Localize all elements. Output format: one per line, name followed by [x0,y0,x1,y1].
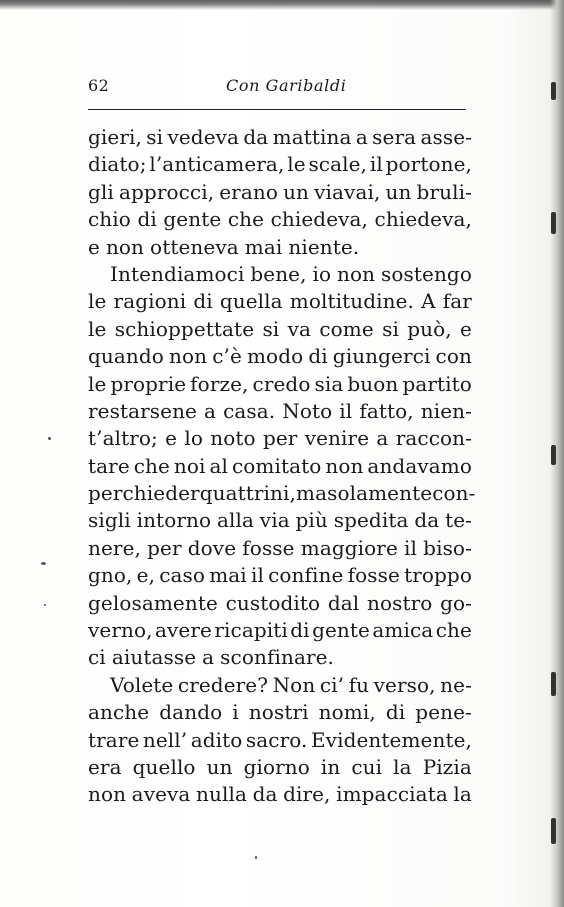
word: al [209,453,228,478]
word: io [312,261,332,286]
word: di [290,618,310,643]
word: il [250,563,264,588]
word: più [295,508,328,533]
word: forze, [190,371,249,396]
scan-speck [44,604,46,606]
word: Noto [282,398,333,423]
word: Intendiamoci [110,261,245,286]
text-line [88,206,472,233]
text-line [88,124,472,151]
word: A [421,289,436,314]
scan-edge-mark [551,445,556,465]
word: mai [244,234,283,259]
scan-edge-mark [551,82,556,100]
word: otteneva [150,234,239,259]
word: di [137,207,157,232]
word: nulla [196,782,247,807]
word: dando [159,700,223,725]
word: Evidentemente, [310,727,472,752]
word: non [337,261,376,286]
word: asse- [420,125,472,149]
word: un [385,179,412,204]
header-rule [88,109,466,110]
word: nostri [248,700,309,725]
word: dove [187,535,237,560]
text-line [88,672,472,699]
word: quando [88,344,164,369]
word: di [308,344,328,369]
word: le [287,152,306,177]
word: comitato [231,453,322,478]
text-line [88,288,472,315]
word: viavai, [314,179,381,204]
word: di [385,700,406,725]
text-line [88,343,472,370]
word: confine [268,563,344,588]
word: nomi, [318,700,376,725]
word: alla [216,508,254,533]
word: ne- [440,672,472,697]
word: il [339,398,353,423]
word: noto [210,426,256,451]
text-line [88,590,472,617]
word: scale, [308,152,368,177]
word: sconfinare. [220,645,335,670]
word: i [232,700,239,725]
text-line [88,453,472,480]
word: credere? [177,672,269,697]
word: un [206,754,233,779]
word: sera [372,125,417,149]
word: sacro. [245,727,308,752]
word: proprie [110,371,187,396]
word: schioppettate [114,316,255,341]
text-line [88,261,472,288]
word: chieder [122,481,200,506]
word: via [259,508,290,533]
scan-edge-mark [551,672,556,696]
word: le [88,289,107,314]
word: caso [159,563,206,588]
word: le [88,371,107,396]
word: verno, [88,618,153,643]
word: che [227,207,265,232]
text-line [88,644,472,671]
word: tare [88,453,130,478]
text-line [88,179,472,206]
word: a [202,645,215,670]
word: partito [402,371,472,396]
word: con [435,344,472,369]
word: portone, [385,152,472,177]
word: custodito [225,590,321,615]
word: nere, [88,535,141,560]
word: a [376,426,389,451]
text-line [88,754,472,781]
word: gente [163,207,222,232]
word: solamente [327,481,433,506]
scan-speck [255,856,257,859]
word: cui [351,754,383,779]
word: le [88,316,107,341]
word: amica [372,618,434,643]
word: nien- [420,398,472,423]
word: erano [219,179,278,204]
word: era [88,754,122,779]
text-line [88,371,472,398]
word: noi [173,453,206,478]
word: sigli [88,508,131,533]
word: il [369,152,383,177]
text-line [88,781,472,808]
word: per [147,535,182,560]
word: chiedeva, [374,207,472,232]
word: non [105,234,145,259]
scan-speck [41,562,46,565]
word: maggiore [300,535,398,560]
word: nostro [366,590,433,615]
word: dal [327,590,360,615]
word: anche [88,700,150,725]
word: dire, [283,782,331,807]
text-line [88,699,472,726]
word: la [393,754,412,779]
text-line [88,727,472,754]
text-line [88,151,472,178]
word: ci [88,645,106,670]
word: gieri, [88,125,142,149]
word: troppo [404,563,472,588]
word: per [88,481,123,506]
word: la [453,782,472,807]
running-title: Con Garibaldi [226,76,347,95]
word: che [133,453,170,478]
word: casa. [223,398,276,423]
word: avere [154,618,212,643]
word: ma [296,481,328,506]
word: e, [136,563,156,588]
word: fu [348,672,370,697]
word: verso, [373,672,436,697]
word: mattina [272,125,352,149]
text-line [88,398,472,425]
word: può, [407,316,452,341]
word: niente. [288,234,360,259]
word: un [283,179,310,204]
text-line [88,480,476,507]
word: c’è [212,344,242,369]
word: non [325,453,364,478]
word: giorno [243,754,310,779]
word: modo [246,344,304,369]
word: credo [252,371,311,396]
word: non [169,344,208,369]
word: si [262,316,280,341]
word: impacciata [336,782,448,807]
word: adito [190,727,243,752]
word: si [382,316,399,341]
word: ci’ [319,672,345,697]
word: te- [445,508,472,533]
scan-top-edge [0,0,564,10]
word: ragioni [113,289,187,314]
word: in [320,754,341,779]
text-line [88,316,472,343]
word: con- [432,481,476,506]
word: gno, [88,563,133,588]
word: di [193,289,213,314]
word: si [146,125,164,149]
word: bene, [250,261,307,286]
word: a [204,398,217,423]
word: Volete [110,672,174,697]
word: fosse [347,563,400,588]
word: sia [314,371,344,396]
word: da [414,508,440,533]
word: quella [219,289,283,314]
word: vedeva [167,125,240,149]
word: mai [209,563,247,588]
scan-edge-mark [551,212,556,234]
word: intorno [136,508,212,533]
word: e [165,426,178,451]
word: venire [304,426,370,451]
word: chio [88,207,131,232]
word: chiedeva, [270,207,369,232]
page-number: 62 [88,76,110,95]
word: t’altro; [88,426,158,451]
word: Non [272,672,316,697]
word: aiutasse [111,645,197,670]
word: fatto, [359,398,414,423]
scan-edge-mark [551,818,556,844]
word: trare [88,727,140,752]
word: gente [312,618,370,643]
word: sostengo [381,261,472,286]
word: giungerci [332,344,431,369]
word: quello [132,754,196,779]
scan-speck [48,437,51,440]
word: non [88,782,127,807]
word: far [442,289,472,314]
word: da [252,782,278,807]
text-line [88,425,472,452]
word: diato; [88,152,147,177]
word: ricapiti [214,618,288,643]
word: restarsene [88,398,197,423]
word: lo [184,426,204,451]
word: raccon- [395,426,472,451]
word: va [287,316,312,341]
word: fosse [242,535,295,560]
word: bruli- [416,179,472,204]
word: e [88,234,100,259]
text-line [88,617,472,644]
text-line [88,562,472,589]
word: a [355,125,368,149]
body-text [88,124,476,809]
word: il [404,535,418,560]
word: pene- [415,700,472,725]
word: Pizia [422,754,472,779]
text-line [88,507,472,534]
word: quattrini, [199,481,296,506]
word: approcci, [118,179,215,204]
word: per [262,426,298,451]
word: spedita [333,508,409,533]
word: biso- [423,535,472,560]
word: moltitudine. [289,289,414,314]
word: buon [347,371,399,396]
text-line [88,535,472,562]
word: da [243,125,269,149]
word: che [435,618,472,643]
word: andavamo [367,453,472,478]
word: aveva [131,782,191,807]
running-header [88,74,466,104]
word: gelosamente [88,590,218,615]
word: gli [88,179,114,204]
word: come [319,316,374,341]
word: nell’ [142,727,188,752]
word: e [460,316,472,341]
text-line [88,234,472,261]
word: l’anticamera, [149,152,285,177]
word: go- [440,590,472,615]
